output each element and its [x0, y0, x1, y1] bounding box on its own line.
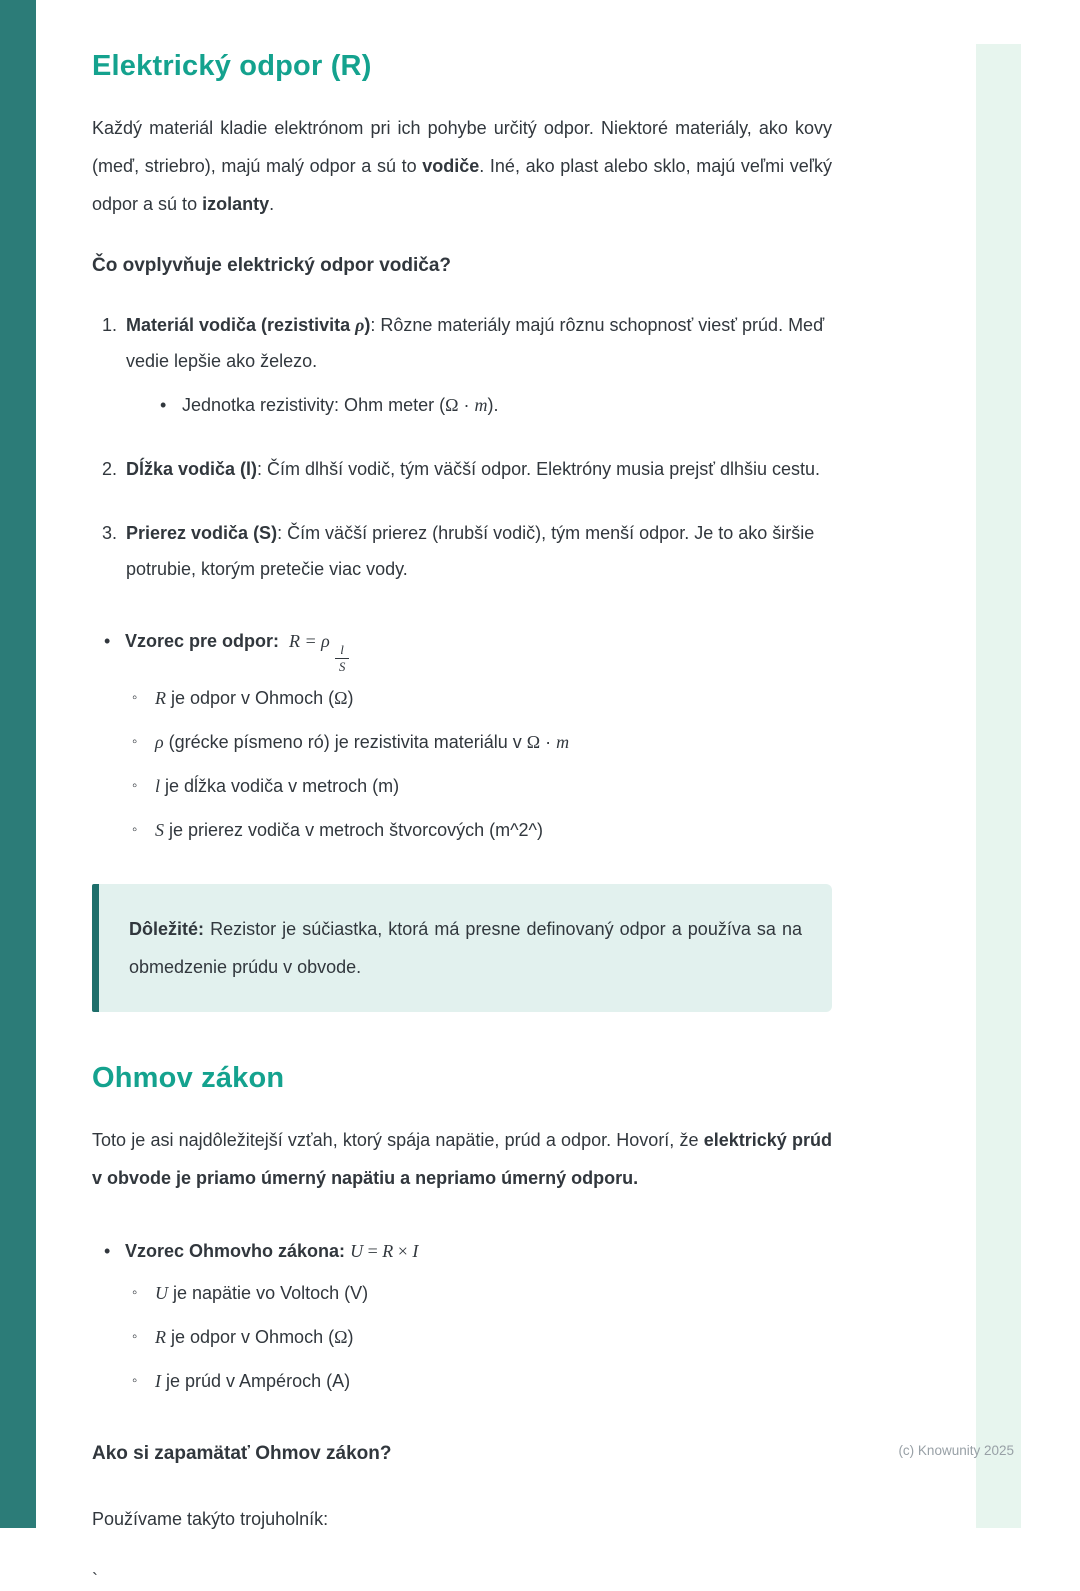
formula-fraction — [335, 642, 350, 674]
memo-subheading: Ako si zapamätať Ohmov zákon? — [92, 1443, 392, 1465]
list-item-text: ρ (grécke písmeno ró) je rezistivita materiálu v Ω · m — [155, 732, 570, 753]
list-number: 1. — [102, 315, 118, 335]
list-item-text: I je prúd v Ampéroch (A) — [155, 1371, 351, 1392]
list-item-text: Dĺžka vodiča (l): Čím dlhší vodič, tým väčší odpor. Elektróny musia prejsť dlhšiu cestu. — [126, 459, 821, 479]
formula-detail-l — [132, 768, 832, 804]
section-title-elektricky-odpor: Elektrický odpor (R) — [92, 50, 372, 82]
footer-copyright: (c) Knowunity 2025 — [898, 1443, 1014, 1458]
formula-prefix: R = ρ — [289, 631, 330, 651]
bullet-marker: • — [160, 395, 167, 415]
list-item-text: S je prierez vodiča v metroch štvorcových (m^2^) — [155, 820, 544, 841]
list-item-cross-section — [102, 515, 832, 587]
list-item-text: Materiál vodiča (rezistivita ρ): Rôzne materiály majú rôznu schopnosť viesť prúd. Meď vedie lepšie ako železo. — [126, 315, 825, 371]
ohm-detail-R — [132, 1319, 832, 1355]
formula-detail-R — [132, 680, 832, 716]
important-callout: Dôležité: Rezistor je súčiastka, ktorá má presne definovaný odpor a používa sa na obmedzenie prúdu v obvode. — [92, 884, 832, 1012]
list-item-text: l je dĺžka vodiča v metroch (m) — [155, 776, 400, 797]
formula-detail-rho — [132, 724, 832, 760]
ohm-formula: U = R × I — [350, 1241, 419, 1262]
section-title-ohmov-zakon: Ohmov zákon — [92, 1062, 285, 1095]
ohm-formula-item — [104, 1233, 832, 1269]
resistance-intro-paragraph: Každý materiál kladie elektrónom pri ich pohybe určitý odpor. Niektoré materiály, ako kovy (meď, striebro), majú malý odpor a sú to vodiče. Iné, ako plast alebo sklo, majú veľmi veľký odpor a sú to izolanty. — [92, 118, 832, 214]
ohm-intro-paragraph: Toto je asi najdôležitejší vzťah, ktorý spája napätie, prúd a odpor. Hovorí, že elektrický prúd v obvode je priamo úmerný napätiu a nepriamo úmerný odporu. — [92, 1130, 832, 1189]
formula-label: Vzorec pre odpor: — [125, 631, 280, 651]
resistance-formula-item — [104, 623, 832, 674]
factors-subheading: Čo ovplyvňuje elektrický odpor vodiča? — [92, 255, 451, 276]
circle-marker: ◦ — [132, 733, 138, 751]
formula-detail-S — [132, 812, 832, 848]
list-item-text: R je odpor v Ohmoch (Ω) — [155, 688, 354, 709]
circle-marker: ◦ — [132, 689, 138, 707]
list-item-text: U je napätie vo Voltoch (V) — [155, 1283, 369, 1304]
circle-marker: ◦ — [132, 1284, 138, 1302]
list-item-material — [102, 307, 832, 423]
triangle-paragraph: Používame takýto trojuholník: — [92, 1509, 329, 1530]
ohm-detail-U — [132, 1275, 832, 1311]
ohm-detail-I — [132, 1363, 832, 1399]
circle-marker: ◦ — [132, 821, 138, 839]
list-item-text: R je odpor v Ohmoch (Ω) — [155, 1327, 354, 1348]
formula-label: Vzorec Ohmovho zákona: — [125, 1241, 346, 1262]
fraction-denominator: S — [335, 658, 350, 675]
list-item-text: Jednotka rezistivity: Ohm meter (Ω · m). — [182, 395, 499, 415]
document-content — [92, 50, 832, 1591]
circle-marker: ◦ — [132, 1372, 138, 1390]
list-item-length — [102, 451, 832, 487]
list-number: 2. — [102, 459, 118, 479]
left-accent-bar — [0, 0, 36, 1528]
factors-numbered-list — [102, 307, 832, 587]
bullet-marker: • — [104, 631, 111, 651]
list-item-text: Prierez vodiča (S): Čím väčší prierez (hrubší vodič), tým menší odpor. Je to ako širšie potrubie, ktorým pretečie viac vody. — [126, 523, 815, 579]
right-accent-strip — [976, 44, 1021, 1528]
stray-character: ` — [92, 1570, 98, 1591]
list-number: 3. — [102, 523, 118, 543]
circle-marker: ◦ — [132, 777, 138, 795]
circle-marker: ◦ — [132, 1328, 138, 1346]
list-item-rezistivity-unit — [160, 387, 832, 423]
bullet-marker: • — [104, 1241, 111, 1262]
fraction-numerator: l — [340, 642, 344, 657]
